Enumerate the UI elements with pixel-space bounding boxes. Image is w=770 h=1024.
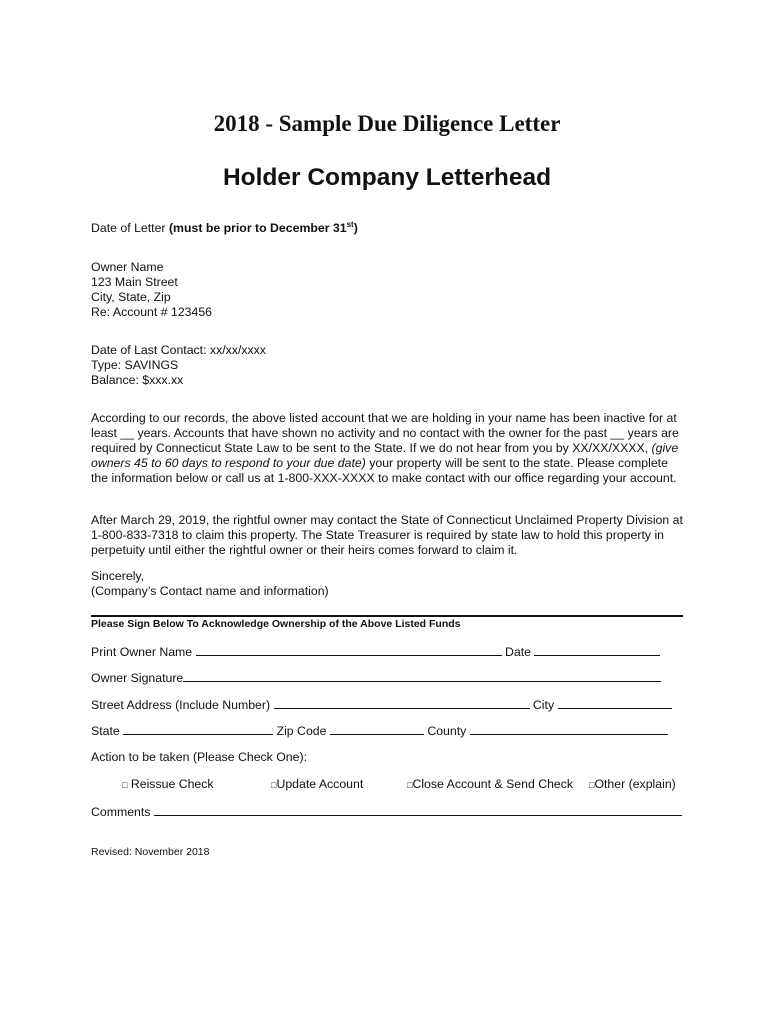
account-balance: Balance: $xxx.xx [91,373,184,387]
option-label: Reissue Check [130,777,214,791]
date-label: Date [504,645,531,659]
owner-city-state-zip: City, State, Zip [91,290,171,304]
date-note-sup: st [346,219,354,229]
owner-signature-label: Owner Signature [91,671,184,685]
checkbox-icon[interactable]: □ [407,780,413,790]
revised-date: Revised: November 2018 [91,846,210,858]
owner-address-block [91,260,683,320]
owner-signature-field[interactable] [183,670,661,682]
comments-field[interactable] [154,804,682,816]
letterhead-title: Holder Company Letterhead [222,164,552,191]
zip-code-field[interactable] [330,723,424,735]
body-paragraph-2 [91,513,683,558]
option-close-account[interactable] [407,777,573,793]
print-owner-name-field[interactable] [196,644,502,656]
city-field[interactable] [558,697,672,709]
last-contact: Date of Last Contact: xx/xx/xxxx [91,343,266,357]
option-update-account[interactable] [271,777,363,793]
option-other[interactable] [589,777,676,793]
action-label: Action to be taken (Please Check One): [91,750,307,764]
owner-street: 123 Main Street [91,275,178,289]
checkbox-icon[interactable]: □ [589,780,595,790]
owner-name: Owner Name [91,260,164,274]
street-address-row [91,697,672,712]
option-label: Other (explain) [594,777,676,791]
comments-row [91,804,682,819]
date-of-letter-line [91,221,683,236]
company-contact: (Company’s Contact name and information) [91,584,329,598]
account-type: Type: SAVINGS [91,358,179,372]
option-label: Update Account [276,777,364,791]
comments-label: Comments [91,805,151,819]
state-zip-county-row [91,723,668,738]
p1-text-a: According to our records, the above listed account that we are holding in your name has been inactive for at least __ years. Accounts that have shown no activity and no contact with the owner for the past __ years are required by Connecticut State Law to be sent to the State. If we do not hear from you by XX/XX/XXXX, [91,411,679,455]
closing-block [91,569,683,599]
checkbox-icon[interactable]: □ [122,780,128,790]
city-label: City [532,698,555,712]
checkbox-icon[interactable]: □ [271,780,277,790]
state-field[interactable] [123,723,273,735]
zip-code-label: Zip Code [276,724,327,738]
street-address-label: Street Address (Include Number) [91,698,271,712]
account-info-block [91,343,683,388]
print-owner-name-label: Print Owner Name [91,645,193,659]
option-label: Close Account & Send Check [412,777,574,791]
date-note-close: ) [353,221,358,235]
form-heading: Please Sign Below To Acknowledge Ownership of the Above Listed Funds [91,618,461,630]
print-owner-name-row [91,644,660,659]
date-note-text: (must be prior to December 31 [168,221,347,235]
state-label: State [91,724,120,738]
document-title: 2018 - Sample Due Diligence Letter [213,111,561,136]
p1-italic-note: (give owners 45 to 60 days to respond to your due date) [91,441,679,470]
option-reissue-check[interactable] [122,777,214,793]
date-of-letter-label: Date of Letter [91,221,166,235]
body-paragraph-1 [91,411,683,486]
p1-text-b: your property will be sent to the state. Please complete the information below or call us at 1-800-XXX-XXXX to make contact with our office regarding your account. [91,456,677,485]
street-address-field[interactable] [274,697,530,709]
date-field[interactable] [534,644,660,656]
account-reference: Re: Account # 123456 [91,305,213,319]
p2-text: After March 29, 2019, the rightful owner may contact the State of Connecticut Unclaimed Property Division at 1-800-833-7318 to claim this property. The State Treasurer is required by state law to hold this property in perpetuity until either the rightful owner or their heirs comes forward to claim it. [91,513,683,557]
date-of-letter-note [169,221,358,235]
county-label: County [427,724,467,738]
owner-signature-row [91,670,661,685]
salutation: Sincerely, [91,569,145,583]
county-field[interactable] [470,723,668,735]
